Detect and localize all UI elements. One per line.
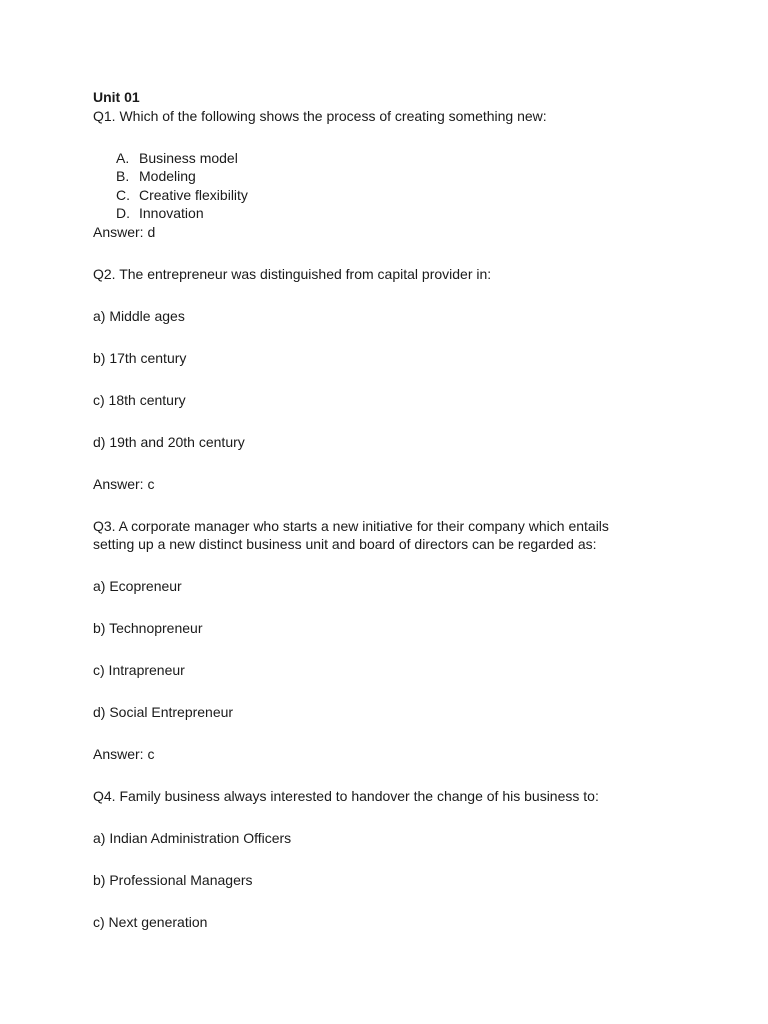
q2-question: Q2. The entrepreneur was distinguished from capital provider in: <box>93 266 492 282</box>
q1-question: Q1. Which of the following shows the process of creating something new: <box>93 108 547 124</box>
q3-question-line1: Q3. A corporate manager who starts a new initiative for their company which entails <box>93 518 609 534</box>
q2-answer: Answer: c <box>93 476 155 492</box>
q3-option: d) Social Entrepreneur <box>93 704 234 720</box>
q4-question: Q4. Family business always interested to handover the change of his business to: <box>93 788 599 804</box>
q3-answer: Answer: c <box>93 746 155 762</box>
unit-title: Unit 01 <box>93 89 140 105</box>
q1-option-text: Innovation <box>139 205 204 221</box>
q1-option-text: Business model <box>139 150 238 166</box>
q1-option-text: Creative flexibility <box>139 187 248 203</box>
q1-option-letter: A. <box>116 150 130 166</box>
q1-option-letter: D. <box>116 205 130 221</box>
q3-option: c) Intrapreneur <box>93 662 185 678</box>
q3-option: a) Ecopreneur <box>93 578 182 594</box>
q3-option: b) Technopreneur <box>93 620 203 636</box>
q2-option: c) 18th century <box>93 392 186 408</box>
q2-option: b) 17th century <box>93 350 187 366</box>
q4-option: b) Professional Managers <box>93 872 253 888</box>
q1-option-letter: B. <box>116 168 130 184</box>
q3-question-line2: setting up a new distinct business unit and board of directors can be regarded as: <box>93 536 597 552</box>
q4-option: c) Next generation <box>93 914 208 930</box>
q1-option-text: Modeling <box>139 168 196 184</box>
q2-option: d) 19th and 20th century <box>93 434 245 450</box>
q1-answer: Answer: d <box>93 224 156 240</box>
q2-option: a) Middle ages <box>93 308 185 324</box>
q1-option-letter: C. <box>116 187 130 203</box>
q4-option: a) Indian Administration Officers <box>93 830 292 846</box>
